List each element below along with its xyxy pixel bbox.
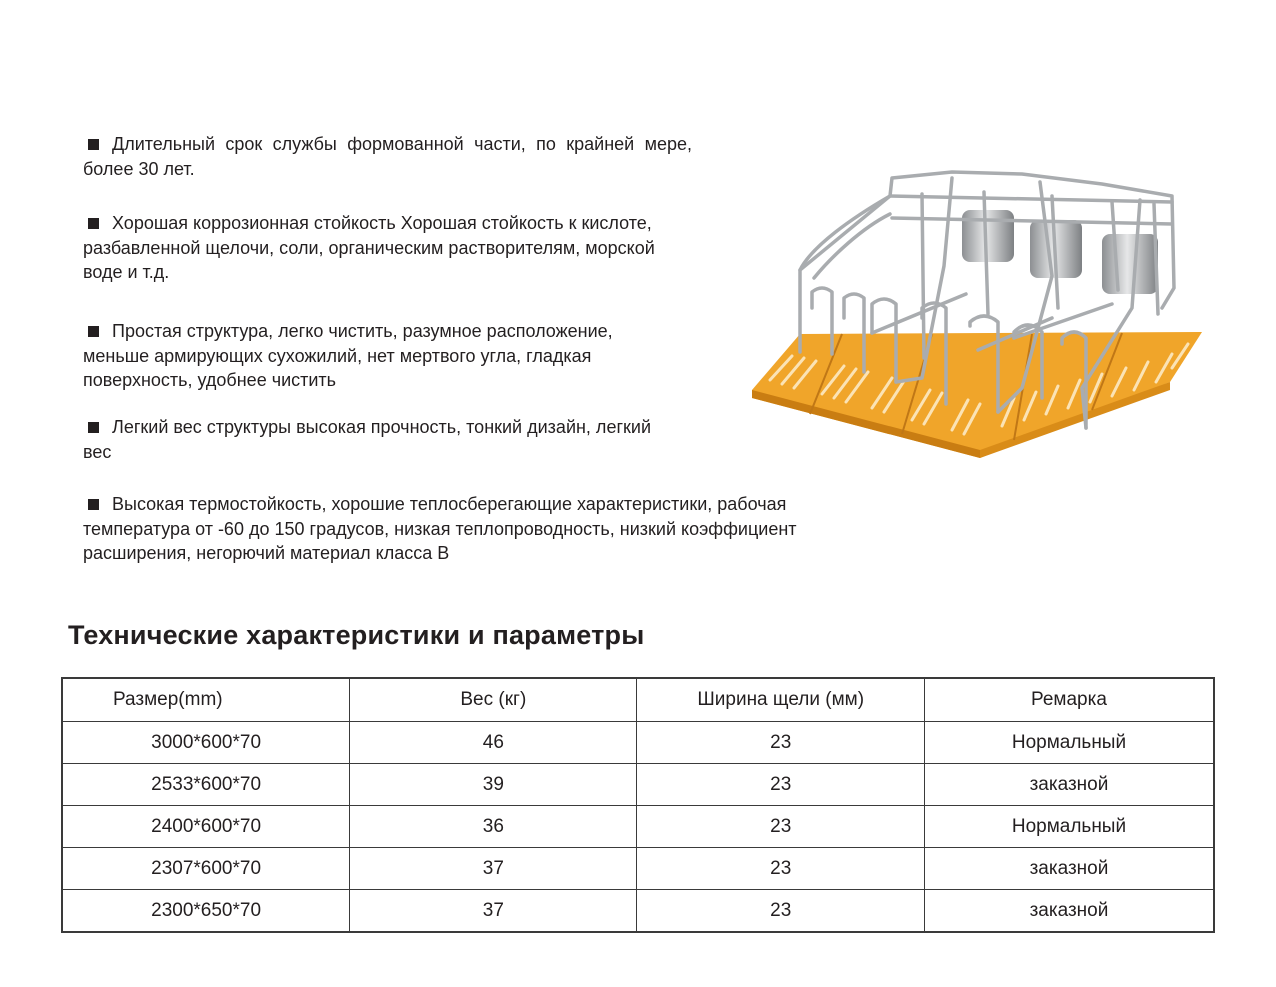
cell-remark: заказной [924,890,1214,933]
square-bullet-icon [88,422,99,433]
square-bullet-icon [88,218,99,229]
table-row [62,890,1214,933]
feature-text: Хорошая коррозионная стойкость Хорошая стойкость к кислоте, разбавленной щелочи, соли, органическим растворителям, морской воде и т.д. [83,213,655,282]
cell-remark: Нормальный [924,806,1214,848]
table-row [62,764,1214,806]
cell-size: 3000*600*70 [62,722,350,764]
table-row [62,806,1214,848]
header-remark: Ремарка [924,678,1214,722]
cell-weight: 46 [350,722,637,764]
feature-text: Высокая термостойкость, хорошие теплосберегающие характеристики, рабочая температура от -60 до 150 градусов, низкая теплопроводность, низкий коэффициент расширения, негорючий материал класса B [83,494,797,563]
header-weight: Вес (кг) [350,678,637,722]
feature-item [83,132,692,181]
cell-slot-width: 23 [637,806,924,848]
table-row [62,848,1214,890]
cell-size: 2307*600*70 [62,848,350,890]
cell-slot-width: 23 [637,890,924,933]
cell-remark: заказной [924,764,1214,806]
farrowing-crate-illustration [752,158,1204,473]
cell-slot-width: 23 [637,722,924,764]
section-title: Технические характеристики и параметры [68,620,645,650]
feature-item [83,211,683,285]
square-bullet-icon [88,499,99,510]
specs-table [61,677,1215,933]
feature-text: Длительный срок службы формованной части, по крайней мере, более 30 лет. [83,134,692,179]
square-bullet-icon [88,326,99,337]
header-slot-width: Ширина щели (мм) [637,678,924,722]
table-header-row [62,678,1214,722]
square-bullet-icon [88,139,99,150]
cell-size: 2400*600*70 [62,806,350,848]
feature-text: Простая структура, легко чистить, разумное расположение, меньше армирующих сухожилий, нет мертвого угла, гладкая поверхность, удобнее чистить [83,321,613,390]
cell-weight: 37 [350,848,637,890]
cell-weight: 36 [350,806,637,848]
feature-item [83,492,873,566]
cell-slot-width: 23 [637,848,924,890]
header-size: Размер(mm) [62,678,350,722]
cell-size: 2300*650*70 [62,890,350,933]
cell-weight: 39 [350,764,637,806]
table-row [62,722,1214,764]
cell-slot-width: 23 [637,764,924,806]
cell-size: 2533*600*70 [62,764,350,806]
cell-weight: 37 [350,890,637,933]
cell-remark: заказной [924,848,1214,890]
feature-text: Легкий вес структуры высокая прочность, тонкий дизайн, легкий вес [83,417,651,462]
cell-remark: Нормальный [924,722,1214,764]
feature-item [83,319,643,393]
feature-item [83,415,683,464]
